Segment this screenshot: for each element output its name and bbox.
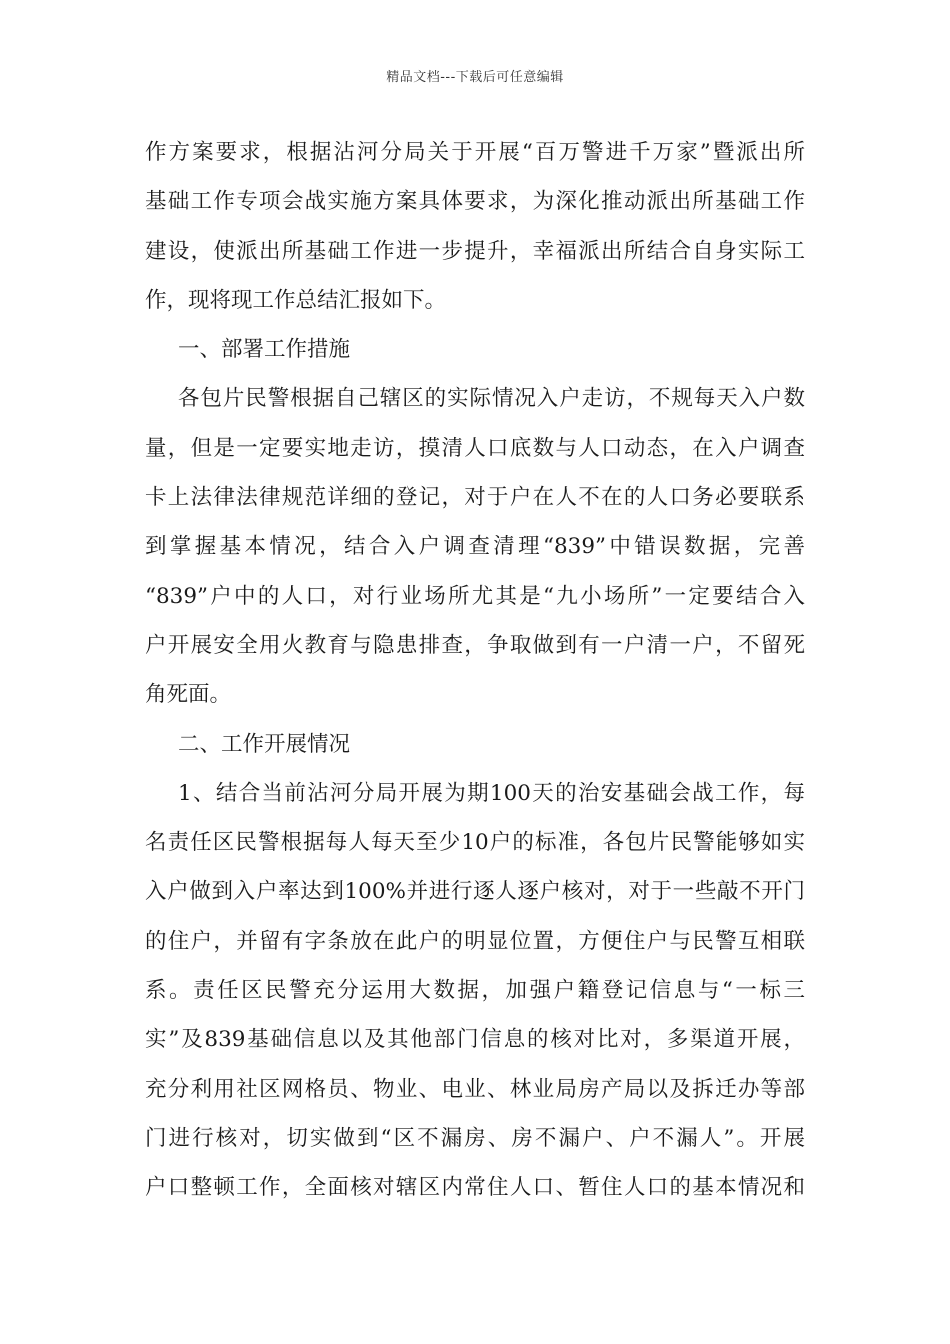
text-line: 系。责任区民警充分运用大数据，加强户籍登记信息与“一标三 (145, 978, 805, 1004)
text-line: 实”及839基础信息以及其他部门信息的核对比对，多渠道开展， (145, 1027, 805, 1053)
text-line: 到掌握基本情况，结合入户调查清理“839”中错误数据，完善 (145, 534, 805, 560)
section-heading-1: 一、部署工作措施 (178, 337, 351, 363)
text-line: 1、结合当前沾河分局开展为期100天的治安基础会战工作，每 (178, 780, 805, 806)
text-line: 基础工作专项会战实施方案具体要求，为深化推动派出所基础工作 (145, 189, 805, 215)
paragraph-intro (145, 128, 805, 325)
text-line: “839”户中的人口，对行业场所尤其是“九小场所”一定要结合入 (145, 583, 805, 609)
text-line: 卡上法律法律规范详细的登记，对于户在人不在的人口务必要联系 (145, 485, 805, 511)
text-line: 户口整顿工作，全面核对辖区内常住人口、暂住人口的基本情况和 (145, 1175, 805, 1201)
text-line: 入户做到入户率达到100%并进行逐人逐户核对，对于一些敲不开门 (145, 879, 805, 905)
text-line: 量，但是一定要实地走访，摸清人口底数与人口动态，在入户调查 (145, 435, 805, 461)
text-line: 的住户，并留有字条放在此户的明显位置，方便住户与民警互相联 (145, 928, 805, 954)
document-body (145, 128, 805, 1213)
text-line: 作方案要求，根据沾河分局关于开展“百万警进千万家”暨派出所 (145, 140, 805, 165)
text-line: 建设，使派出所基础工作进一步提升，幸福派出所结合自身实际工 (145, 238, 805, 264)
text-line: 充分利用社区网格员、物业、电业、林业局房产局以及拆迁办等部 (145, 1076, 805, 1102)
text-line: 各包片民警根据自己辖区的实际情况入户走访，不规每天入户数 (178, 386, 805, 412)
paragraph-measures (145, 374, 805, 719)
text-line: 作，现将现工作总结汇报如下。 (145, 287, 447, 313)
paragraph-progress (145, 769, 805, 1213)
section-heading-2: 二、工作开展情况 (178, 731, 351, 757)
text-line: 角死面。 (145, 682, 232, 708)
text-line: 门进行核对，切实做到“区不漏房、房不漏户、户不漏人”。开展 (145, 1125, 805, 1151)
page-header: 精品文档---下载后可任意编辑 (386, 70, 564, 85)
text-line: 名责任区民警根据每人每天至少10户的标准，各包片民警能够如实 (145, 830, 805, 856)
text-line: 户开展安全用火教育与隐患排查，争取做到有一户清一户，不留死 (145, 632, 805, 658)
